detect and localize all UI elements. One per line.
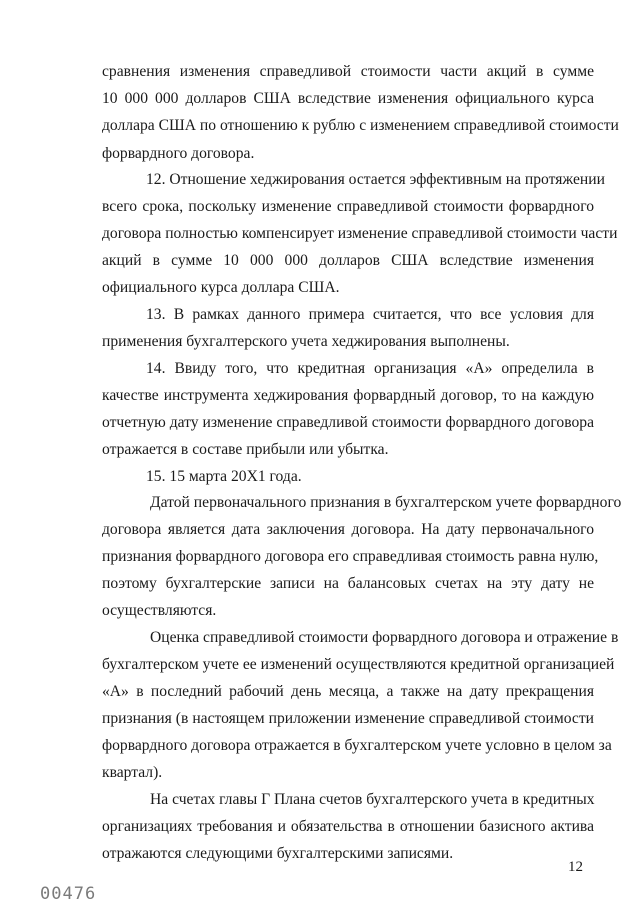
- text-line: Датой первоначального признания в бухгалтерском учете форвардного: [150, 494, 622, 511]
- text-line: квартал).: [102, 764, 163, 781]
- archive-stamp-number: 00476: [40, 884, 97, 904]
- text-line: форвардного договора отражается в бухгалтерском учете условно в целом за: [102, 737, 612, 754]
- text-line: организациях требования и обязательства в отношении базисного актива: [102, 818, 594, 835]
- text-line: отражаются следующими бухгалтерскими записями.: [102, 845, 454, 862]
- text-line: признания (в настоящем приложении изменение справедливой стоимости: [102, 710, 594, 727]
- text-line: акций в сумме 10 000 000 долларов США вследствие изменения: [102, 252, 594, 269]
- text-line: доллара США по отношению к рублю с изменением справедливой стоимости: [102, 117, 619, 134]
- text-line: отчетную дату изменение справедливой стоимости форвардного договора: [102, 414, 594, 431]
- text-line: Оценка справедливой стоимости форвардного договора и отражение в: [150, 629, 619, 646]
- text-line: бухгалтерском учете ее изменений осуществляются кредитной организацией: [102, 656, 615, 673]
- text-line: применения бухгалтерского учета хеджирования выполнены.: [102, 333, 510, 350]
- paragraph-13-first-line: 13. В рамках данного примера считается, что все условия для: [146, 306, 594, 323]
- text-line: договора полностью компенсирует изменение справедливой стоимости части: [102, 225, 618, 242]
- paragraph-15-heading: 15. 15 марта 20Х1 года.: [146, 468, 302, 485]
- text-line: осуществляются.: [102, 602, 217, 619]
- text-line: договора является дата заключения договора. На дату первоначального: [102, 521, 594, 538]
- paragraph-14-first-line: 14. Ввиду того, что кредитная организация «А» определила в: [146, 360, 594, 377]
- text-line: всего срока, поскольку изменение справедливой стоимости форвардного: [102, 198, 594, 215]
- text-line: «А» в последний рабочий день месяца, а также на дату прекращения: [102, 683, 594, 700]
- text-line: форвардного договора.: [102, 145, 255, 162]
- text-line: На счетах главы Г Плана счетов бухгалтерского учета в кредитных: [150, 791, 595, 808]
- text-line: сравнения изменения справедливой стоимости части акций в сумме: [102, 63, 594, 80]
- text-line: качестве инструмента хеджирования форвардный договор, то на каждую: [102, 387, 594, 404]
- text-line: официального курса доллара США.: [102, 279, 340, 296]
- page-number: 12: [568, 859, 583, 875]
- text-line: 10 000 000 долларов США вследствие изменения официального курса: [102, 90, 594, 107]
- paragraph-12-first-line: 12. Отношение хеджирования остается эффективным на протяжении: [146, 171, 605, 188]
- text-line: поэтому бухгалтерские записи на балансовых счетах на эту дату не: [102, 575, 594, 592]
- text-line: признания форвардного договора его справедливая стоимость равна нулю,: [102, 548, 599, 565]
- text-line: отражается в составе прибыли или убытка.: [102, 441, 389, 458]
